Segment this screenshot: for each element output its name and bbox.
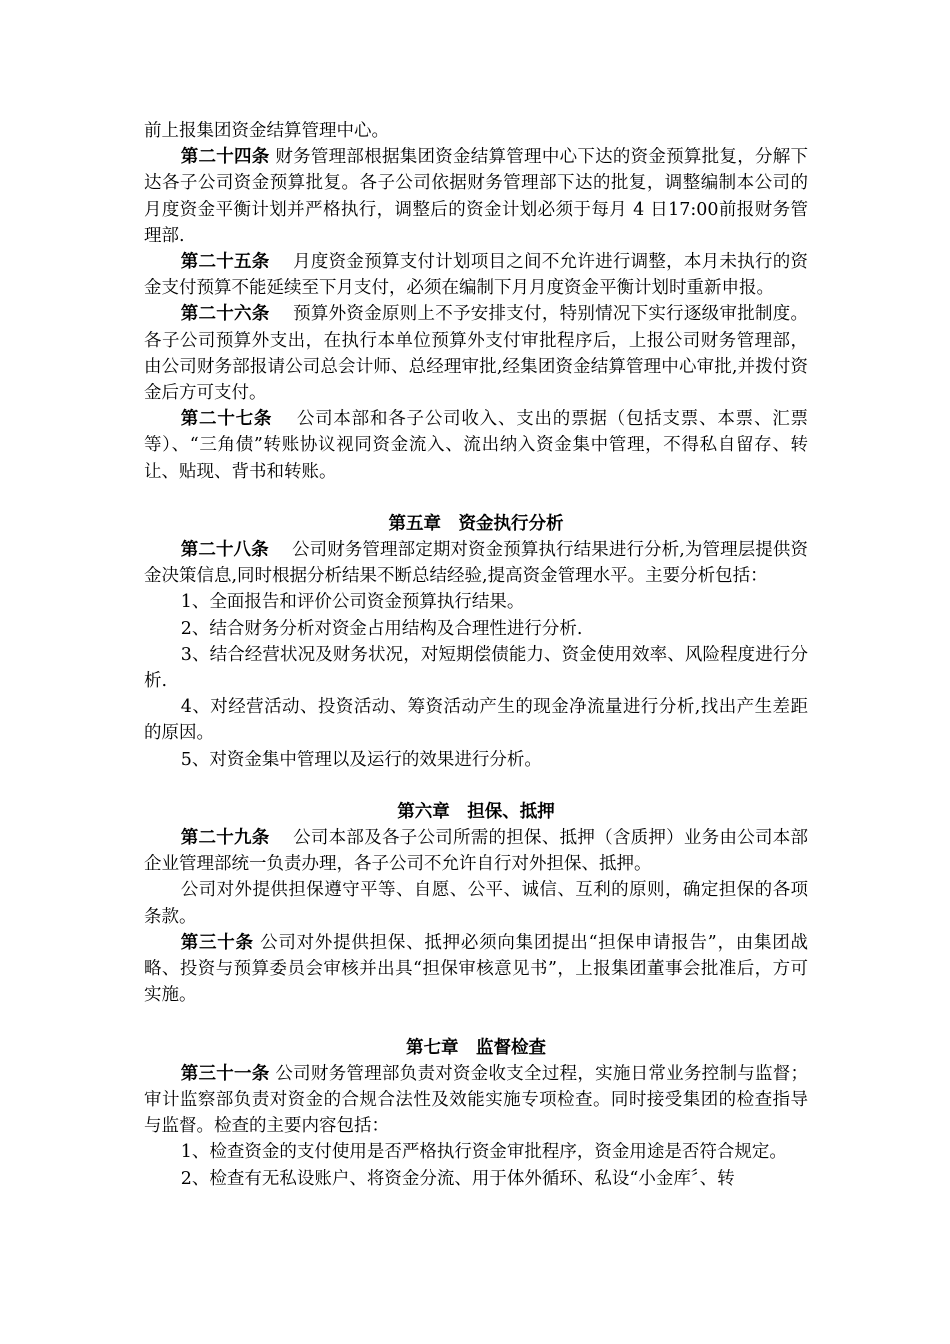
article-25: [144, 249, 808, 301]
chapter-5-heading: 第五章 资金执行分析: [388, 513, 564, 534]
list-item: 3、结合经营状况及财务状况，对短期偿债能力、资金使用效率、风险程度进行分析.: [144, 644, 808, 692]
article-number: 第二十八条: [180, 540, 269, 561]
paragraph-guarantee-principles: 公司对外提供担保遵守平等、自愿、公平、诚信、互利的原则，确定担保的各项条款。: [144, 880, 808, 927]
article-text: 公司本部和各子公司收入、支出的票据（包括支票、本票、汇票等）、“三角债”转账协议视同资金流入、流出纳入资金集中管理，不得私自留存、转让、贴现、背书和转账。: [144, 409, 809, 482]
article-31: [144, 1061, 808, 1140]
list-item: 4、对经营活动、投资活动、筹资活动产生的现金净流量进行分析,找出产生差距的原因。: [144, 697, 808, 744]
article-number: 第二十九条: [180, 828, 270, 849]
article-27: [144, 406, 808, 485]
article-number: 第二十七条: [180, 409, 273, 430]
section-spacer: [144, 485, 808, 511]
article-number: 第三十条: [180, 932, 254, 953]
article-text: 财务管理部根据集团资金结算管理中心下达的资金预算批复，分解下达各子公司资金预算批复。各子公司依据财务管理部下达的批复，调整编制本公司的月度资金平衡计划并严格执行，调整后的资金计划必须于每月 4 日17:00前报财务管理部.: [144, 147, 808, 246]
list-item: 2、结合财务分析对资金占用结构及合理性进行分析.: [180, 618, 583, 639]
article-number: 第三十一条: [180, 1063, 270, 1084]
paragraph-continuation: 前上报集团资金结算管理中心。: [144, 121, 389, 141]
chapter-6-heading: 第六章 担保、抵押: [397, 801, 555, 822]
chapter-7-heading: 第七章 监督检查: [406, 1037, 546, 1058]
section-spacer: [144, 1009, 808, 1035]
article-text: 公司对外提供担保、抵押必须向集团提出“担保申请报告”，由集团战略、投资与预算委员会审核并出具“担保审核意见书”，上报集团董事会批准后，方可实施。: [144, 932, 808, 1006]
article-text: 公司本部及各子公司所需的担保、抵押（含质押）业务由公司本部企业管理部统一负责办理，各子公司不允许自行对外担保、抵押。: [144, 828, 808, 875]
article-text: 预算外资金原则上不予安排支付，特别情况下实行逐级审批制度。各子公司预算外支出，在执行本单位预算外支付审批程序后，上报公司财务管理部，由公司财务部报请公司总会计师、总经理审批,经集团资金结算管理中心审批,并拨付资金后方可支付。: [144, 304, 808, 404]
article-number: 第二十五条: [180, 252, 270, 273]
document-page: [144, 118, 808, 1192]
article-28: [144, 537, 808, 589]
article-number: 第二十四条: [180, 147, 270, 168]
article-text: 公司财务管理部定期对资金预算执行结果进行分析,为管理层提供资金决策信息,同时根据分析结果不断总结经验,提高资金管理水平。主要分析包括：: [144, 540, 809, 587]
article-text: 月度资金预算支付计划项目之间不允许进行调整，本月未执行的资金支付预算不能延续至下月支付，必须在编制下月月度资金平衡计划时重新申报。: [144, 252, 808, 299]
list-item: 5、对资金集中管理以及运行的效果进行分析。: [180, 749, 542, 770]
section-spacer: [144, 773, 808, 799]
article-30: [144, 930, 808, 1009]
list-item: 2、检查有无私设账户、将资金分流、用于体外循环、私设“小金库〞、转: [180, 1168, 735, 1189]
list-item: 1、检查资金的支付使用是否严格执行资金审批程序，资金用途是否符合规定。: [180, 1142, 787, 1163]
article-29: [144, 825, 808, 877]
article-26: [144, 301, 808, 406]
list-item: 1、全面报告和评价公司资金预算执行结果。: [180, 592, 525, 613]
article-24: [144, 144, 808, 249]
article-text: 公司财务管理部负责对资金收支全过程，实施日常业务控制与监督；审计监察部负责对资金的合规合法性及效能实施专项检查。同时接受集团的检查指导与监督。检查的主要内容包括：: [144, 1063, 808, 1137]
article-number: 第二十六条: [180, 304, 270, 325]
